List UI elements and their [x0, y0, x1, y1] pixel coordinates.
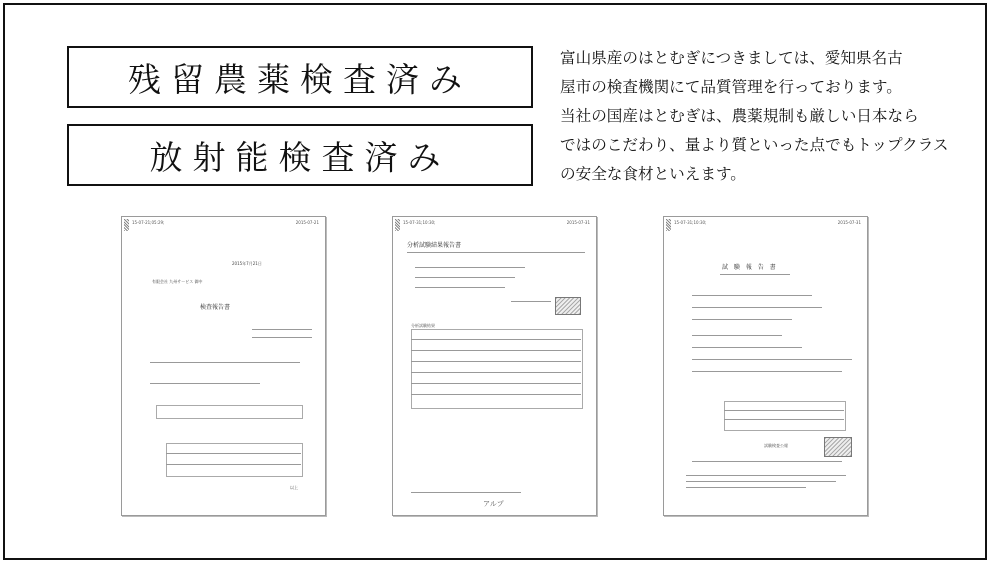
pesticide-tested-badge — [67, 46, 533, 108]
text-line — [415, 287, 505, 288]
table-row-line — [411, 339, 581, 340]
test-report-document — [663, 216, 868, 516]
description-line: ではのこだわり、量より質といった点でもトップクラス — [560, 136, 949, 154]
title-rule — [720, 274, 790, 275]
fax-header: 15-07-31;10:30; 2015-07-31 — [674, 220, 861, 225]
text-line — [415, 277, 515, 278]
table-row-line — [411, 394, 581, 395]
report-title: 分析試験結果報告書 — [407, 242, 462, 249]
text-line — [692, 347, 802, 348]
text-line — [692, 359, 852, 360]
report-footer: 以上 — [290, 485, 298, 490]
table-row-line — [411, 361, 581, 362]
issuer-line — [511, 301, 551, 302]
results-table — [411, 329, 583, 409]
seal-text: 試験検査公報 — [764, 443, 788, 448]
table-row-line — [166, 453, 301, 454]
footnote-line — [686, 481, 836, 482]
fax-header: 15-07-31;10:30; 2015-07-31 — [403, 220, 590, 225]
report-date: 2015年7月21日 — [232, 261, 262, 266]
pesticide-tested-label: 残留農薬検査済み — [128, 59, 472, 99]
description-text — [560, 44, 955, 189]
description-line: の安全な食材といえます。 — [560, 165, 746, 183]
footer-line — [411, 492, 521, 493]
report-title: 試 験 報 告 書 — [722, 264, 778, 271]
text-line — [150, 362, 300, 363]
issuer-line — [252, 337, 312, 338]
text-line — [692, 307, 822, 308]
footnote-line — [686, 475, 846, 476]
company-seal — [555, 297, 581, 315]
fax-mark — [395, 219, 400, 231]
table-row-line — [411, 372, 581, 373]
title-rule — [407, 252, 585, 253]
report-title: 検査報告書 — [200, 304, 231, 311]
result-table — [166, 443, 303, 477]
table-row-line — [166, 464, 301, 465]
text-line — [692, 319, 792, 320]
analysis-report-document — [392, 216, 597, 516]
fax-mark — [666, 219, 671, 231]
text-line — [692, 461, 842, 462]
company-logo: アルプ — [483, 500, 504, 508]
description-line: 当社の国産はとむぎは、農薬規制も厳しい日本なら — [560, 107, 919, 125]
text-line — [692, 335, 782, 336]
description-line: 富山県産のはとむぎにつきましては、愛知県名古 — [560, 49, 903, 67]
radiation-tested-badge — [67, 124, 533, 186]
results-table — [724, 401, 846, 431]
inspection-report-document — [121, 216, 326, 516]
table-row-line — [724, 410, 844, 411]
text-line — [150, 383, 260, 384]
text-line — [415, 267, 525, 268]
table-row-line — [724, 419, 844, 420]
table-row-line — [411, 383, 581, 384]
official-seal — [824, 437, 852, 457]
radiation-tested-label: 放射能検査済み — [149, 137, 451, 177]
sample-table — [156, 405, 303, 419]
table-row-line — [411, 350, 581, 351]
fax-header: 15-07-21;05:29; 2015-07-21 — [132, 220, 319, 225]
footnote-line — [686, 487, 806, 488]
report-addressee: 有限会社 九州サービス 御中 — [152, 279, 203, 284]
text-line — [692, 371, 842, 372]
results-heading: 分析試験結果 — [411, 323, 435, 328]
description-line: 屋市の検査機関にて品質管理を行っております。 — [560, 78, 902, 96]
fax-mark — [124, 219, 129, 231]
text-line — [692, 295, 812, 296]
issuer-line — [252, 329, 312, 330]
